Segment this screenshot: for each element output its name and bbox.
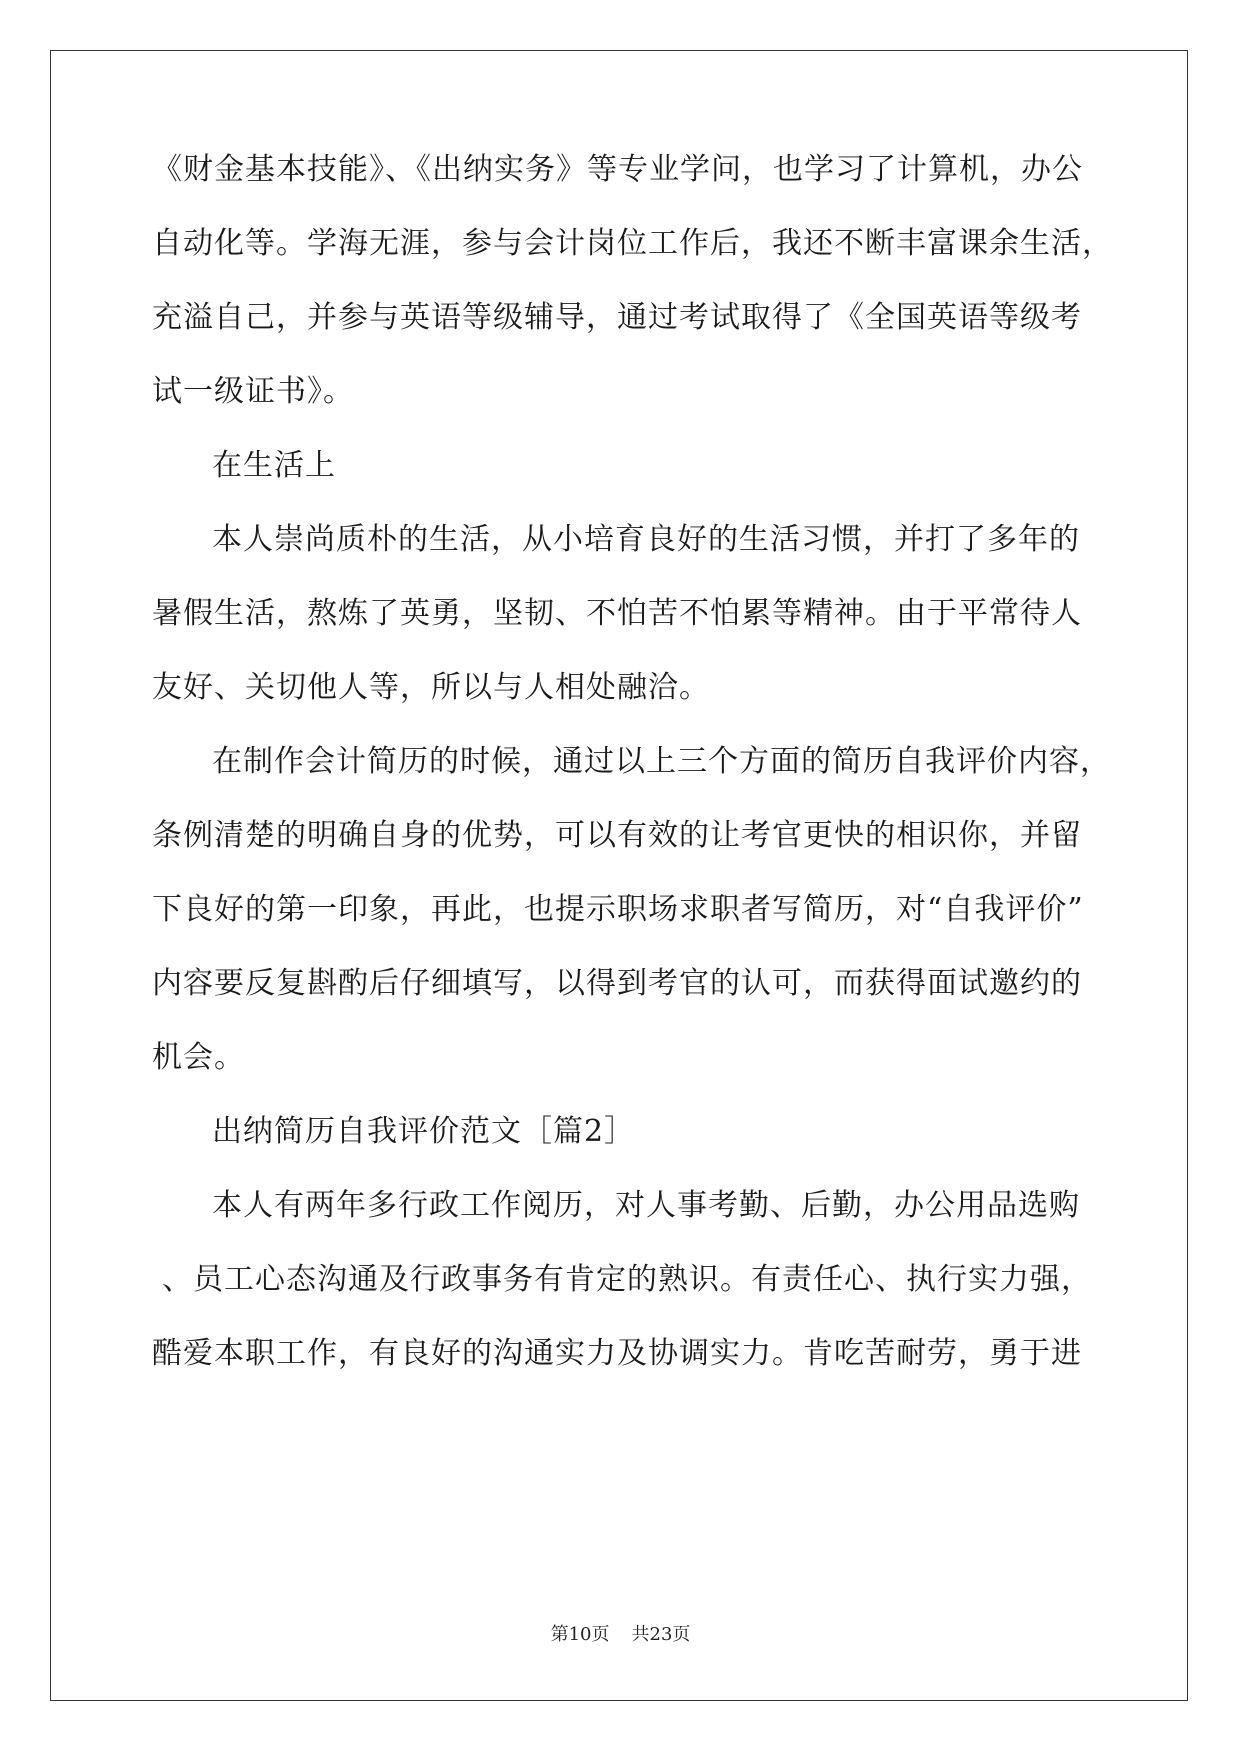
paragraph-line: 条例清楚的明确自身的优势，可以有效的让考官更快的相识你，并留	[152, 818, 1082, 853]
paragraph-line: 《财金基本技能》、《出纳实务》等专业学问，也学习了计算机，办公	[152, 152, 1083, 187]
paragraph-line: 暑假生活，熬炼了英勇，坚韧、不怕苦不怕累等精神。由于平常待人	[152, 596, 1082, 631]
section-heading: 在生活上	[212, 448, 336, 483]
page-number: 第10页	[550, 1624, 610, 1645]
paragraph-line: 本人崇尚质朴的生活，从小培育良好的生活习惯，并打了多年的	[212, 522, 1080, 557]
paragraph-line: 友好、关切他人等，所以与人相处融洽。	[152, 670, 710, 705]
section-heading: 出纳简历自我评价范文［篇2］	[212, 1114, 636, 1149]
page-total: 共23页	[631, 1624, 691, 1645]
paragraph-line: 下良好的第一印象，再此，也提示职场求职者写简历，对“自我评价”	[152, 892, 1084, 927]
paragraph-line: 自动化等。学海无涯，参与会计岗位工作后，我还不断丰富课余生活，	[152, 226, 1113, 261]
paragraph-line: 、员工心态沟通及行政事务有肯定的熟识。有责任心、执行实力强，	[162, 1262, 1092, 1297]
paragraph-line: 充溢自己，并参与英语等级辅导，通过考试取得了《全国英语等级考	[152, 300, 1082, 335]
paragraph-line: 酷爱本职工作，有良好的沟通实力及协调实力。肯吃苦耐劳，勇于进	[152, 1336, 1082, 1371]
paragraph-line: 在制作会计简历的时候，通过以上三个方面的简历自我评价内容，	[212, 744, 1111, 779]
page-footer	[0, 1623, 1241, 1647]
paragraph-line: 内容要反复斟酌后仔细填写，以得到考官的认可，而获得面试邀约的	[152, 966, 1082, 1001]
paragraph-line: 机会。	[152, 1040, 245, 1075]
paragraph-line: 本人有两年多行政工作阅历，对人事考勤、后勤，办公用品选购	[212, 1188, 1080, 1223]
paragraph-line: 试一级证书》。	[152, 374, 354, 409]
